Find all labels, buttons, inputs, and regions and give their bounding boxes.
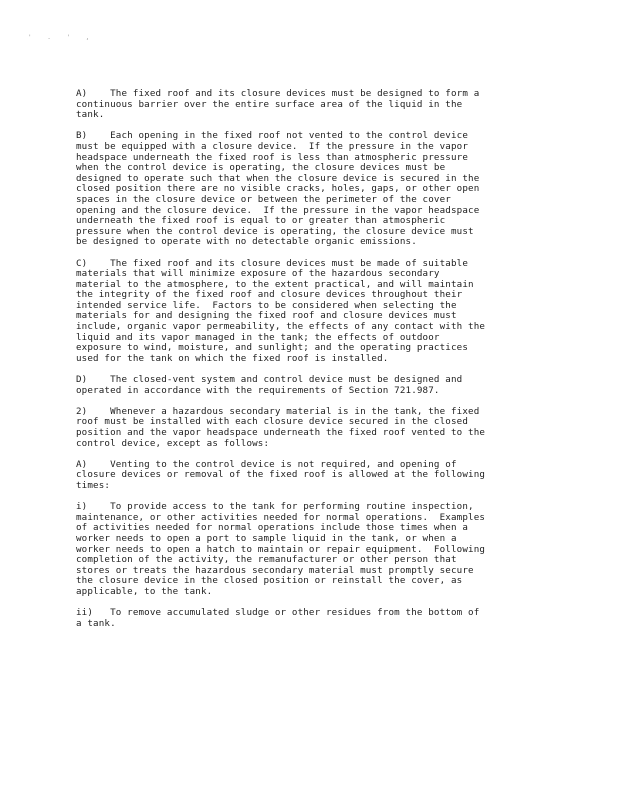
paragraph-i [76, 502, 546, 597]
text-column [76, 89, 546, 629]
text-line: materials for and designing the fixed roof and closure devices must [76, 310, 457, 322]
text-line: include, organic vapor permeability, the effects of any contact with the [76, 321, 486, 333]
text-line: material to the atmosphere, to the extent practical, and will maintain [76, 278, 474, 290]
text-line: used for the tank on which the fixed roof is installed. [76, 352, 389, 364]
scan-specks: ' . ' , [28, 34, 96, 41]
text-line: control device, except as follows: [76, 437, 270, 449]
text-line: times: [76, 479, 111, 491]
paragraph-c [76, 259, 546, 365]
paragraph-2 [76, 407, 546, 449]
text-line: the integrity of the fixed roof and closure devices throughout their [76, 289, 463, 301]
text-line: D) The closed-vent system and control device must be designed and [76, 374, 463, 386]
text-line: worker needs to open a port to sample liquid in the tank, or when a [76, 532, 457, 544]
text-line: continuous barrier over the entire surface area of the liquid in the [76, 98, 463, 110]
text-line: maintenance, or other activities needed for normal operations. Examples [76, 511, 486, 523]
text-line: B) Each opening in the fixed roof not vented to the control device [76, 130, 469, 142]
text-line: of activities needed for normal operations include those times when a [76, 522, 469, 534]
text-line: liquid and its vapor managed in the tank; the effects of outdoor [76, 331, 440, 343]
text-line: 2) Whenever a hazardous secondary material is in the tank, the fixed [76, 405, 480, 417]
paragraph-b [76, 131, 546, 248]
text-line: be designed to operate with no detectable organic emissions. [76, 236, 417, 248]
paragraph-gap [76, 248, 546, 259]
text-line: intended service life. Factors to be considered when selecting the [76, 299, 457, 311]
text-line: spaces in the closure device or between the perimeter of the cover [76, 193, 451, 205]
text-line: stores or treats the hazardous secondary material must promptly secure [76, 564, 474, 576]
text-line: A) Venting to the control device is not required, and opening of [76, 458, 457, 470]
text-line: applicable, to the tank. [76, 585, 213, 597]
text-line: position and the vapor headspace underneath the fixed roof vented to the [76, 427, 486, 438]
text-line: tank. [76, 109, 105, 121]
text-line: A) The fixed roof and its closure devices must be designed to form a [76, 88, 480, 99]
text-line: opening and the closure device. If the pressure in the vapor headspace [76, 204, 480, 216]
text-line: exposure to wind, moisture, and sunlight; and the operating practices [76, 342, 469, 354]
text-line: i) To provide access to the tank for performing routine inspection, [76, 501, 474, 513]
text-line: a tank. [76, 617, 116, 629]
text-line: designed to operate such that when the closure device is secured in the [76, 172, 480, 184]
paragraph-ii [76, 608, 546, 629]
text-line: materials that will minimize exposure of the hazardous secondary [76, 268, 440, 280]
text-line: completion of the activity, the remanufacturer or other person that [76, 554, 457, 566]
text-line: closed position there are no visible cracks, holes, gaps, or other open [76, 183, 480, 195]
text-line: worker needs to open a hatch to maintain or repair equipment. Following [76, 543, 486, 555]
text-line: closure devices or removal of the fixed roof is allowed at the following [76, 469, 486, 481]
paragraph-2a [76, 460, 546, 492]
text-line: C) The fixed roof and its closure devices must be made of suitable [76, 257, 469, 269]
text-line: roof must be installed with each closure device secured in the closed [76, 416, 469, 428]
text-line: headspace underneath the fixed roof is less than atmospheric pressure [76, 151, 469, 163]
text-line: underneath the fixed roof is equal to or greater than atmospheric [76, 215, 446, 227]
text-line: ii) To remove accumulated sludge or other residues from the bottom of [76, 607, 480, 619]
text-line: must be equipped with a closure device. If the pressure in the vapor [76, 140, 469, 152]
paragraph-a [76, 89, 546, 121]
paragraph-d [76, 375, 546, 396]
text-line: operated in accordance with the requirements of Section 721.987. [76, 384, 440, 396]
text-line: pressure when the control device is operating, the closure device must [76, 225, 474, 237]
text-line: the closure device in the closed position or reinstall the cover, as [76, 575, 463, 587]
text-line: when the control device is operating, the closure devices must be [76, 162, 446, 174]
